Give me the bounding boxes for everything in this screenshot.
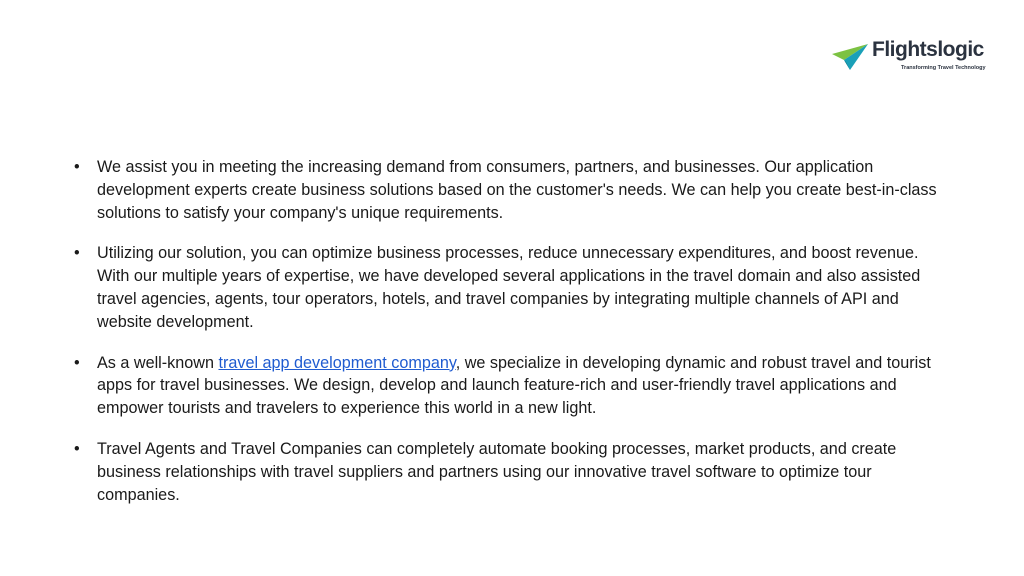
bullet-text-after-link: , we specialize in developing dynamic and robust travel and tourist apps for travel businesses. We design, develop and launch feature-rich and user-friendly travel applications and empower tourists and travelers to experience this world in a new light.: [97, 353, 931, 418]
flightslogic-logo: [830, 38, 990, 78]
bullet-content: [74, 156, 952, 524]
bullet-item: [74, 438, 952, 506]
bullet-dot: •: [74, 439, 80, 458]
bullet-item: [74, 352, 952, 420]
bullet-dot: •: [74, 353, 80, 372]
bullet-text: Utilizing our solution, you can optimize business processes, reduce unnecessary expenditures, and boost revenue. With our multiple years of expertise, we have developed several applications in the travel domain and also assisted travel agencies, agents, tour operators, hotels, and travel companies by integrating multiple channels of API and website development.: [97, 244, 921, 331]
paper-plane-icon: [830, 42, 870, 72]
travel-app-development-link[interactable]: travel app development company: [218, 353, 456, 372]
bullet-dot: •: [74, 158, 80, 176]
bullet-dot: •: [74, 244, 80, 263]
bullet-item: [74, 156, 952, 224]
logo-tagline: Transforming Travel Technology: [901, 65, 986, 71]
bullet-text: Travel Agents and Travel Companies can completely automate booking processes, market products, and create business relationships with travel suppliers and partners using our innovative travel software to optimize tour companies.: [97, 439, 897, 504]
bullet-list: [74, 156, 952, 506]
bullet-text: We assist you in meeting the increasing demand from consumers, partners, and businesses. Our application development experts create business solutions based on the customer's needs. We can help you create best-in-class solutions to satisfy your company's unique requirements.: [97, 158, 937, 222]
bullet-item: [74, 242, 952, 333]
logo-brand-name: Flightslogic: [872, 38, 984, 61]
bullet-text-before-link: As a well-known: [97, 353, 219, 372]
